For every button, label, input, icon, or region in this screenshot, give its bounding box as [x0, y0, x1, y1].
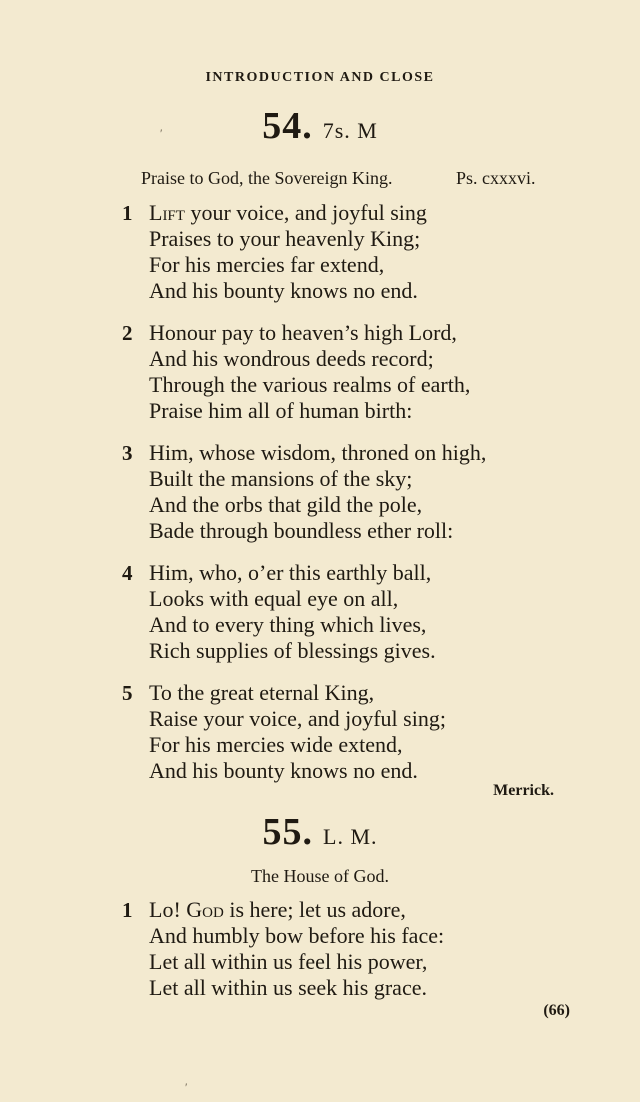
- verse-line: [122, 758, 562, 784]
- verse-line: [122, 680, 562, 706]
- verse-text: For his mercies wide extend,: [149, 732, 403, 757]
- verse-line: [122, 346, 562, 372]
- verse-line: [122, 586, 562, 612]
- verse-text: And to every thing which lives,: [149, 612, 427, 637]
- running-head: INTRODUCTION AND CLOSE: [205, 70, 435, 85]
- verse-line: [122, 560, 562, 586]
- verse-line: [122, 440, 562, 466]
- verse-text: And his wondrous deeds record;: [149, 346, 434, 371]
- verse-line: [122, 372, 562, 398]
- verse-text: Let all within us seek his grace.: [149, 975, 427, 1000]
- hymn-meter: 7s. M: [322, 118, 378, 143]
- verse-text: Built the mansions of the sky;: [149, 466, 413, 491]
- stanza: [122, 897, 562, 1001]
- verse-line: [122, 252, 562, 278]
- verse-line: [122, 732, 562, 758]
- hymn-54-author: Merrick.: [493, 782, 554, 799]
- verse-text: Honour pay to heaven’s high Lord,: [149, 320, 457, 345]
- hymn-54-scripture-ref: Ps. cxxxvi.: [456, 168, 536, 188]
- stanza-number: 4: [122, 561, 133, 585]
- page-number: (66): [543, 1002, 570, 1019]
- verse-line: [122, 923, 562, 949]
- verse-smallcaps-word: God: [186, 897, 224, 922]
- verse-line: [122, 706, 562, 732]
- verse-text: Rich supplies of blessings gives.: [149, 638, 436, 663]
- verse-line: [122, 320, 562, 346]
- verse-text: Looks with equal eye on all,: [149, 586, 399, 611]
- stanza-number: 5: [122, 681, 133, 705]
- hymn-54-heading: [0, 104, 640, 148]
- verse-line: [122, 466, 562, 492]
- hymn-number: 55.: [262, 811, 313, 853]
- verse-text: Raise your voice, and joyful sing;: [149, 706, 446, 731]
- verse-text: [149, 200, 427, 226]
- stanza: [122, 200, 562, 304]
- stanza: [122, 440, 562, 544]
- verse-smallcaps-word: Lift: [149, 200, 185, 225]
- verse-text: Let all within us feel his power,: [149, 949, 428, 974]
- verse-prefix: Lo!: [149, 897, 187, 922]
- verse-text: To the great eternal King,: [149, 680, 375, 705]
- verse-line: [122, 278, 562, 304]
- verse-line: [122, 398, 562, 424]
- stanza-number: 3: [122, 441, 133, 465]
- stanza: [122, 680, 562, 784]
- verse-line: [122, 612, 562, 638]
- verse-text: Praises to your heavenly King;: [149, 226, 421, 251]
- verse-rest: your voice, and joyful sing: [184, 200, 427, 225]
- verse-text: Praise him all of human birth:: [149, 398, 413, 423]
- verse-text: Bade through boundless ether roll:: [149, 518, 454, 543]
- verse-text: For his mercies far extend,: [149, 252, 385, 277]
- verse-line: [122, 638, 562, 664]
- stanza-number: 2: [122, 321, 133, 345]
- verse-text: Through the various realms of earth,: [149, 372, 471, 397]
- verse-text: Him, who, o’er this earthly ball,: [149, 560, 432, 585]
- stanza-number: 1: [122, 898, 133, 922]
- verse-line: [122, 200, 562, 226]
- verse-text: And his bounty knows no end.: [149, 278, 418, 303]
- verse-line: [122, 226, 562, 252]
- verse-text: And humbly bow before his face:: [149, 923, 445, 948]
- stanza: [122, 560, 562, 664]
- hymn-54-subtitle: Praise to God, the Sovereign King.: [141, 168, 393, 188]
- stanza-number: 1: [122, 201, 133, 225]
- ink-speck: ′: [185, 1080, 188, 1094]
- ink-speck: ′: [160, 126, 163, 140]
- hymn-meter: L. M.: [323, 824, 378, 849]
- stanza: [122, 320, 562, 424]
- verse-line: [122, 949, 562, 975]
- verse-line: [122, 897, 562, 923]
- verse-rest: is here; let us adore,: [223, 897, 406, 922]
- hymn-number: 54.: [262, 105, 313, 147]
- hymn-55-heading: [0, 810, 640, 854]
- hymn-55-subtitle: The House of God.: [251, 866, 389, 886]
- verse-line: [122, 518, 562, 544]
- verse-text: Him, whose wisdom, throned on high,: [149, 440, 487, 465]
- verse-text: And the orbs that gild the pole,: [149, 492, 423, 517]
- verse-text: [149, 897, 406, 923]
- verse-text: And his bounty knows no end.: [149, 758, 418, 783]
- verse-line: [122, 492, 562, 518]
- verse-line: [122, 975, 562, 1001]
